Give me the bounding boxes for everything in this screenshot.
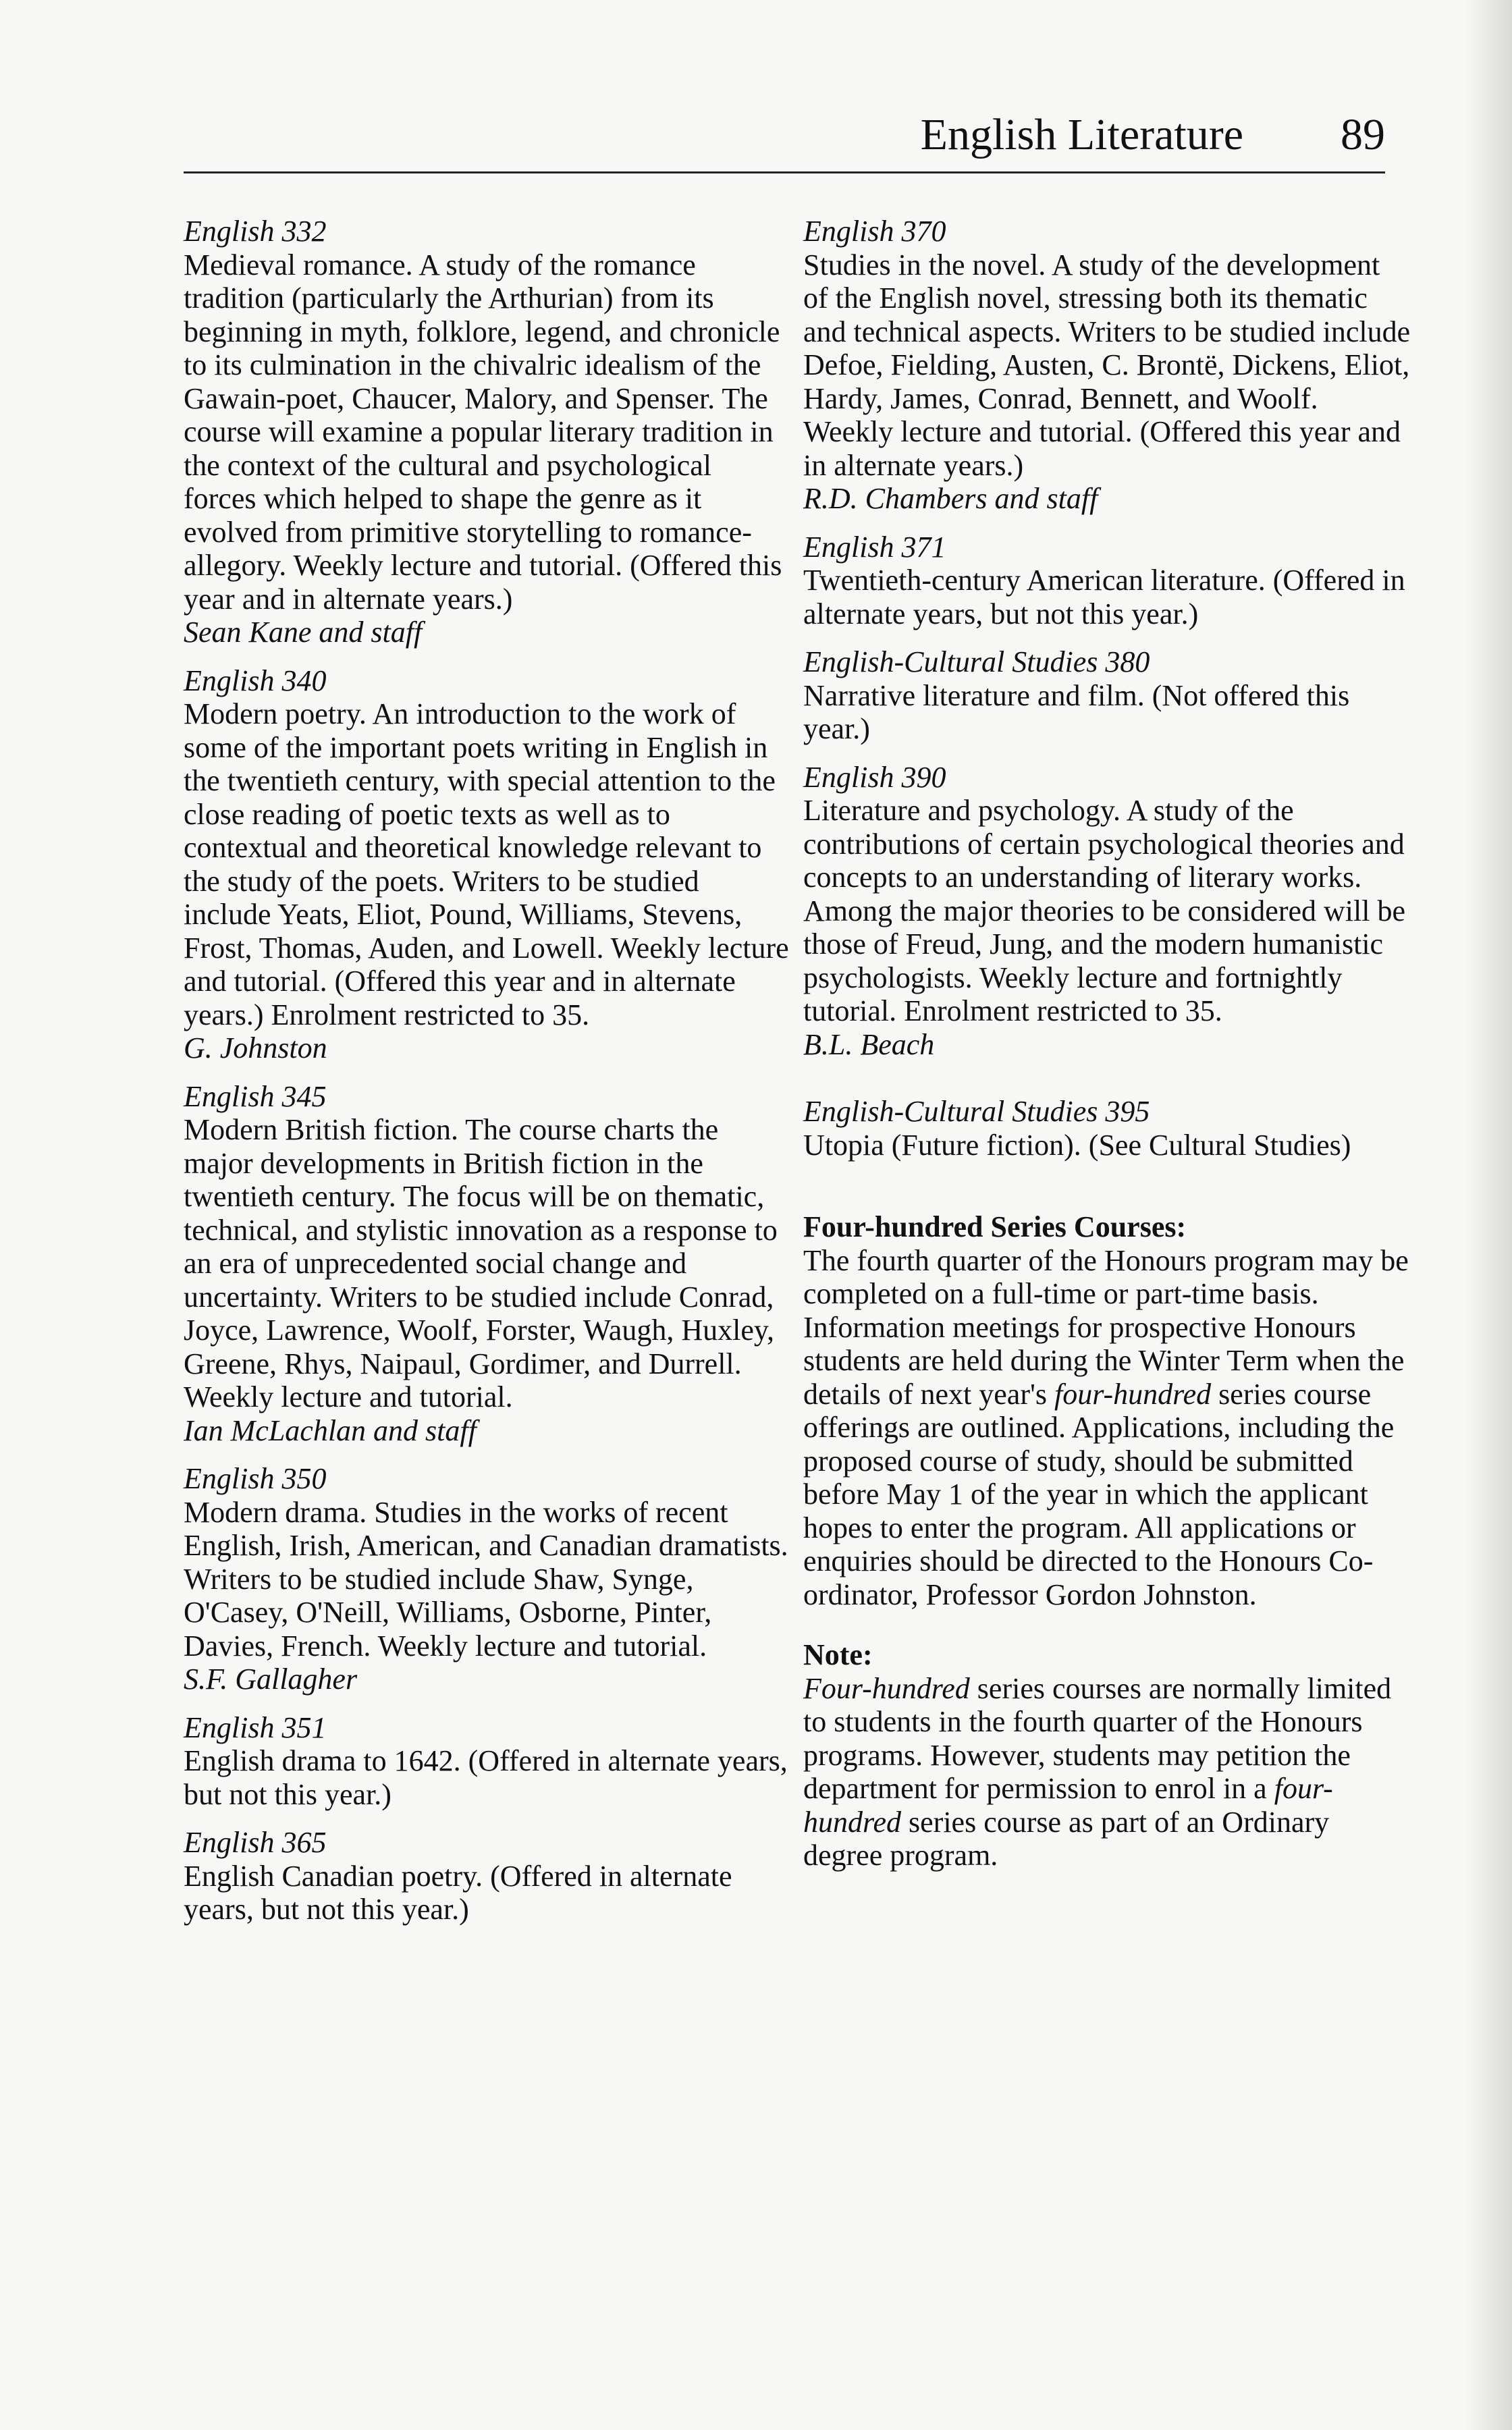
note-italic: four-hundred: [803, 1772, 1333, 1839]
course-instructor: R.D. Chambers and staff: [803, 482, 1098, 515]
course-title: English 340: [184, 664, 327, 697]
course-title: English 370: [803, 215, 946, 248]
course-entry: [184, 215, 791, 649]
course-description: Narrative literature and film. (Not offered this year.): [803, 678, 1350, 745]
note-heading: Note:: [803, 1638, 873, 1671]
course-entry: [803, 645, 1411, 746]
course-title: English 390: [803, 760, 946, 794]
course-title: English-Cultural Studies 395: [803, 1095, 1150, 1128]
course-entry: [184, 1826, 791, 1926]
course-entry: [184, 1462, 791, 1696]
course-title: English 345: [184, 1079, 327, 1113]
course-entry: [184, 664, 791, 1065]
course-description: Studies in the novel. A study of the development of the English novel, stressing both its thematic and technical aspects. Writers to be studied include Defoe, Fielding, Austen, C. Brontë, Dickens, Eliot, Hardy, James, Conrad, Bennett, and Woolf. Weekly lecture and tutorial. (Offered this year and in alternate years.): [803, 248, 1411, 482]
page-number: 89: [1341, 110, 1385, 159]
left-column: [184, 215, 791, 1941]
para-text: series course offerings are outlined. Applications, including the proposed course of study, should be submitted before May 1 of the year in which the applicant hopes to enter the program. All applications or enquiries should be directed to the Honours Co-ordinator, Professor Gordon Johnston.: [803, 1377, 1395, 1611]
course-title: English-Cultural Studies 380: [803, 645, 1150, 678]
course-description: English Canadian poetry. (Offered in alternate years, but not this year.): [184, 1859, 732, 1926]
course-instructor: S.F. Gallagher: [184, 1663, 358, 1696]
course-title: English 332: [184, 215, 327, 248]
course-description: Literature and psychology. A study of the contributions of certain psychological theories and concepts to an understanding of literary works. Among the major theories to be considered will be those of Freud, Jung, and the modern humanistic psychologists. Weekly lecture and fortnightly tutorial. Enrolment restricted to 35.: [803, 794, 1405, 1027]
spacer: [803, 1076, 1411, 1095]
note-italic: Four-hundred: [803, 1671, 970, 1705]
course-instructor: G. Johnston: [184, 1031, 327, 1064]
para-text: The fourth quarter of the Honours program may be completed on a full-time or part-time basis. Information meetings for prospective Honours students are held during the Winter Term when the details of next year's: [803, 1243, 1409, 1411]
page-header: [184, 101, 1385, 176]
four-hundred-heading: Four-hundred Series Courses:: [803, 1210, 1187, 1243]
course-instructor: B.L. Beach: [803, 1027, 935, 1061]
course-entry: [803, 761, 1411, 1062]
course-title: English 350: [184, 1462, 327, 1495]
course-description: Modern British fiction. The course charts the major developments in British fiction in the twentieth century. The focus will be on thematic, technical, and stylistic innovation as a response to an era of unprecedented social change and uncertainty. Writers to be studied include Conrad, Joyce, Lawrence, Woolf, Forster, Waugh, Huxley, Greene, Rhys, Naipaul, Gordimer, and Durrell. Weekly lecture and tutorial.: [184, 1113, 778, 1413]
course-title: English 365: [184, 1826, 327, 1859]
right-column: [803, 215, 1411, 1872]
course-description: English drama to 1642. (Offered in alternate years, but not this year.): [184, 1744, 788, 1811]
course-description: Modern poetry. An introduction to the work of some of the important poets writing in English in the twentieth century, with special attention to the close reading of poetic texts as well as to contextual and theoretical knowledge relevant to the study of the poets. Writers to be studied include Yeats, Eliot, Pound, Williams, Stevens, Frost, Thomas, Auden, and Lowell. Weekly lecture and tutorial. (Offered this year and in alternate years.) Enrolment restricted to 35.: [184, 697, 789, 1031]
course-title: English 371: [803, 530, 946, 564]
note-text: series course as part of an Ordinary degree program.: [803, 1805, 1330, 1872]
note-text: series courses are normally limited to students in the fourth quarter of the Honours programs. However, students may petition the department for permission to enrol in a: [803, 1671, 1392, 1805]
page-edge-shadow: [1465, 0, 1512, 2430]
note-paragraph: [803, 1672, 1411, 1872]
course-description: Utopia (Future fiction). (See Cultural Studies): [803, 1128, 1351, 1162]
header-rule: [184, 171, 1385, 173]
four-hundred-paragraph: [803, 1244, 1411, 1612]
course-entry: [184, 1711, 791, 1812]
para-italic: four-hundred: [1054, 1377, 1212, 1411]
running-title: English Literature: [920, 110, 1243, 159]
course-instructor: Sean Kane and staff: [184, 616, 423, 649]
course-description: Modern drama. Studies in the works of recent English, Irish, American, and Canadian dramatists. Writers to be studied include Shaw, Synge, O'Casey, O'Neill, Williams, Osborne, Pinter, Davies, French. Weekly lecture and tutorial.: [184, 1495, 788, 1663]
course-entry: [803, 1095, 1411, 1162]
course-title: English 351: [184, 1710, 327, 1744]
course-entry: [184, 1080, 791, 1448]
course-instructor: Ian McLachlan and staff: [184, 1413, 477, 1447]
course-entry: [803, 531, 1411, 631]
course-description: Twentieth-century American literature. (Offered in alternate years, but not this year.): [803, 564, 1405, 630]
course-entry: [803, 215, 1411, 516]
course-description: Medieval romance. A study of the romance tradition (particularly the Arthurian) from its beginning in myth, folklore, legend, and chronicle to its culmination in the chivalric idealism of the Gawain-poet, Chaucer, Malory, and Spenser. The course will examine a popular literary tradition in the context of the cultural and psychological forces which helped to shape the genre as it evolved from primitive storytelling to romance-allegory. Weekly lecture and tutorial. (Offered this year and in alternate years.): [184, 248, 782, 616]
